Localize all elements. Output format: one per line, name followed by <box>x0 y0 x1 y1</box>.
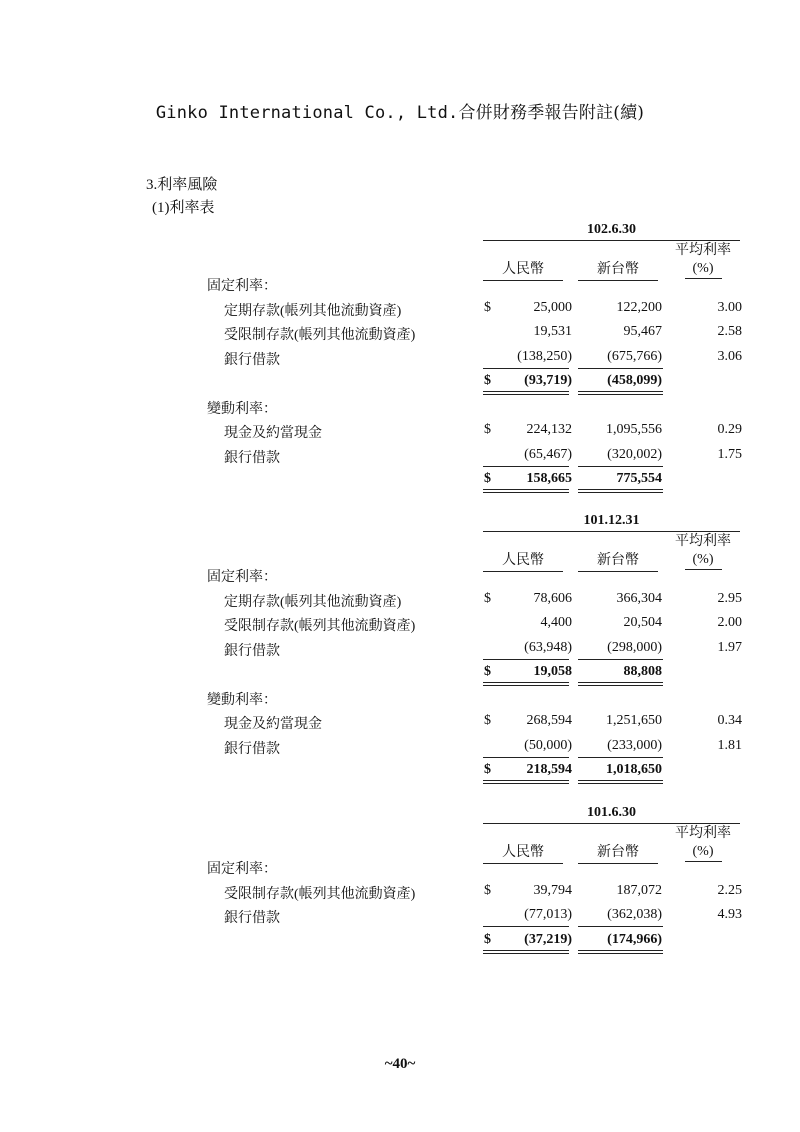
value-ntd: 20,504 <box>623 615 662 630</box>
currency-symbol: $ <box>484 882 491 898</box>
group-label: 變動利率： <box>207 692 277 708</box>
currency-symbol: $ <box>484 422 491 437</box>
value-rate: 1.81 <box>717 737 742 753</box>
row-label: 受限制存款(帳列其他流動資產) <box>224 619 416 634</box>
group-row <box>0 689 800 713</box>
period-rule <box>483 823 740 824</box>
double-underline <box>483 950 569 954</box>
value-rate: 2.25 <box>717 882 742 898</box>
value-ntd: 95,467 <box>623 324 662 339</box>
header-avg-rate-title: 平均利率 <box>675 534 731 549</box>
currency-symbol: $ <box>484 931 491 947</box>
value-rate: 3.00 <box>717 299 742 315</box>
total-row <box>0 932 800 956</box>
section-heading: 3.利率風險 <box>146 177 218 193</box>
currency-symbol: $ <box>484 299 491 315</box>
header-avg-rate <box>660 825 746 862</box>
page-title <box>0 98 800 123</box>
value-rmb: (138,250) <box>517 348 572 364</box>
row-label: 受限制存款(帳列其他流動資產) <box>224 886 416 902</box>
row-label: 定期存款(帳列其他流動資產) <box>224 303 402 319</box>
subtotal-rule <box>578 368 663 369</box>
table-row <box>0 422 800 446</box>
table-row <box>0 640 800 664</box>
double-underline <box>578 391 663 395</box>
table-row <box>0 447 800 471</box>
period-date: 102.6.30 <box>587 222 636 237</box>
group-row <box>0 275 800 299</box>
double-underline <box>483 489 569 493</box>
row-label: 定期存款(帳列其他流動資產) <box>224 594 402 610</box>
header-avg-rate-title: 平均利率 <box>675 243 731 258</box>
page-title-zh: 合併財務季報告附註(續) <box>458 103 645 123</box>
row-label: 受限制存款(帳列其他流動資產) <box>224 328 416 343</box>
row-label: 現金及約當現金 <box>224 426 322 441</box>
value-rmb: 268,594 <box>526 713 572 728</box>
value-rate: 0.34 <box>717 713 742 728</box>
total-ntd: 88,808 <box>623 664 662 679</box>
table-row <box>0 615 800 639</box>
header-rmb: 人民幣 <box>483 843 563 864</box>
row-label: 銀行借款 <box>224 911 280 926</box>
total-row <box>0 762 800 786</box>
header-ntd: 新台幣 <box>578 260 658 281</box>
header-avg-rate-unit: (%) <box>685 260 722 279</box>
table-row <box>0 591 800 615</box>
period-rule <box>483 240 740 241</box>
value-ntd: 187,072 <box>616 882 662 898</box>
currency-symbol: $ <box>484 713 491 728</box>
total-ntd: 775,554 <box>616 471 662 486</box>
value-ntd: (298,000) <box>607 639 662 655</box>
group-label: 變動利率： <box>207 401 277 417</box>
total-row <box>0 373 800 397</box>
group-row <box>0 398 800 422</box>
subtotal-rule <box>578 757 663 758</box>
header-avg-rate-unit: (%) <box>685 843 722 862</box>
header-ntd: 新台幣 <box>578 551 658 572</box>
value-rmb: 78,606 <box>533 590 572 606</box>
period-table <box>0 222 800 486</box>
total-rmb: (37,219) <box>524 931 572 947</box>
total-ntd: (174,966) <box>607 931 662 947</box>
value-ntd: (675,766) <box>607 348 662 364</box>
subtotal-rule <box>578 466 663 467</box>
currency-symbol: $ <box>484 762 491 777</box>
group-label: 固定利率： <box>207 570 277 585</box>
total-rmb: 158,665 <box>526 471 572 486</box>
value-rate: 2.00 <box>717 615 742 630</box>
value-rate: 4.93 <box>717 907 742 922</box>
row-label: 銀行借款 <box>224 450 280 466</box>
double-underline <box>578 950 663 954</box>
currency-symbol: $ <box>484 471 491 486</box>
period-date: 101.6.30 <box>587 805 636 820</box>
subtotal-rule <box>483 757 569 758</box>
table-row <box>0 300 800 324</box>
value-rmb: 19,531 <box>533 324 572 339</box>
value-ntd: 1,251,650 <box>606 713 662 728</box>
double-underline <box>578 780 663 784</box>
value-rmb: 4,400 <box>540 615 572 630</box>
subtotal-rule <box>483 926 569 927</box>
period-date: 101.12.31 <box>583 513 640 528</box>
header-rmb: 人民幣 <box>483 260 563 281</box>
double-underline <box>483 682 569 686</box>
period-table <box>0 805 800 1065</box>
row-label: 銀行借款 <box>224 352 280 368</box>
total-rmb: 218,594 <box>526 762 572 777</box>
total-rmb: 19,058 <box>533 664 572 679</box>
value-rate: 1.97 <box>717 639 742 655</box>
currency-symbol: $ <box>484 664 491 679</box>
value-rmb: 224,132 <box>526 422 572 437</box>
value-rate: 0.29 <box>717 422 742 437</box>
header-avg-rate-unit: (%) <box>685 551 722 570</box>
value-rmb: (50,000) <box>524 737 572 753</box>
total-rmb: (93,719) <box>524 373 572 388</box>
group-row <box>0 858 800 882</box>
value-rmb: (63,948) <box>524 639 572 655</box>
value-rate: 1.75 <box>717 446 742 462</box>
header-rmb: 人民幣 <box>483 551 563 572</box>
double-underline <box>578 489 663 493</box>
value-ntd: 122,200 <box>616 299 662 315</box>
header-avg-rate <box>660 533 746 570</box>
total-row <box>0 664 800 688</box>
header-avg-rate-title: 平均利率 <box>675 826 731 841</box>
value-rate: 2.58 <box>717 324 742 339</box>
header-ntd: 新台幣 <box>578 843 658 864</box>
value-rmb: (77,013) <box>524 907 572 922</box>
table-row <box>0 883 800 907</box>
group-label: 固定利率： <box>207 862 277 877</box>
value-rmb: (65,467) <box>524 446 572 462</box>
value-ntd: (233,000) <box>607 737 662 753</box>
currency-symbol: $ <box>484 590 491 606</box>
total-ntd: 1,018,650 <box>606 762 662 777</box>
total-row <box>0 471 800 495</box>
value-rmb: 25,000 <box>533 299 572 315</box>
row-label: 銀行借款 <box>224 741 280 757</box>
value-rate: 3.06 <box>717 348 742 364</box>
table-row <box>0 713 800 737</box>
period-table <box>0 513 800 777</box>
row-label: 現金及約當現金 <box>224 717 322 732</box>
double-underline <box>483 780 569 784</box>
subtotal-rule <box>483 368 569 369</box>
subtotal-rule <box>483 466 569 467</box>
value-ntd: (362,038) <box>607 907 662 922</box>
subtotal-rule <box>483 659 569 660</box>
table-row <box>0 349 800 373</box>
group-row <box>0 566 800 590</box>
value-ntd: 1,095,556 <box>606 422 662 437</box>
value-rmb: 39,794 <box>533 882 572 898</box>
page-title-en: Ginko International Co., Ltd. <box>155 103 459 123</box>
sub-heading: (1)利率表 <box>152 200 215 216</box>
subtotal-rule <box>578 926 663 927</box>
group-label: 固定利率： <box>207 279 277 294</box>
subtotal-rule <box>578 659 663 660</box>
period-rule <box>483 531 740 532</box>
row-label: 銀行借款 <box>224 643 280 659</box>
page-number: ~40~ <box>384 1056 416 1072</box>
header-avg-rate <box>660 242 746 279</box>
table-row <box>0 738 800 762</box>
currency-symbol: $ <box>484 373 491 388</box>
double-underline <box>578 682 663 686</box>
value-rate: 2.95 <box>717 590 742 606</box>
table-row <box>0 324 800 348</box>
value-ntd: (320,002) <box>607 446 662 462</box>
total-ntd: (458,099) <box>607 373 662 388</box>
double-underline <box>483 391 569 395</box>
table-row <box>0 907 800 931</box>
value-ntd: 366,304 <box>616 590 662 606</box>
